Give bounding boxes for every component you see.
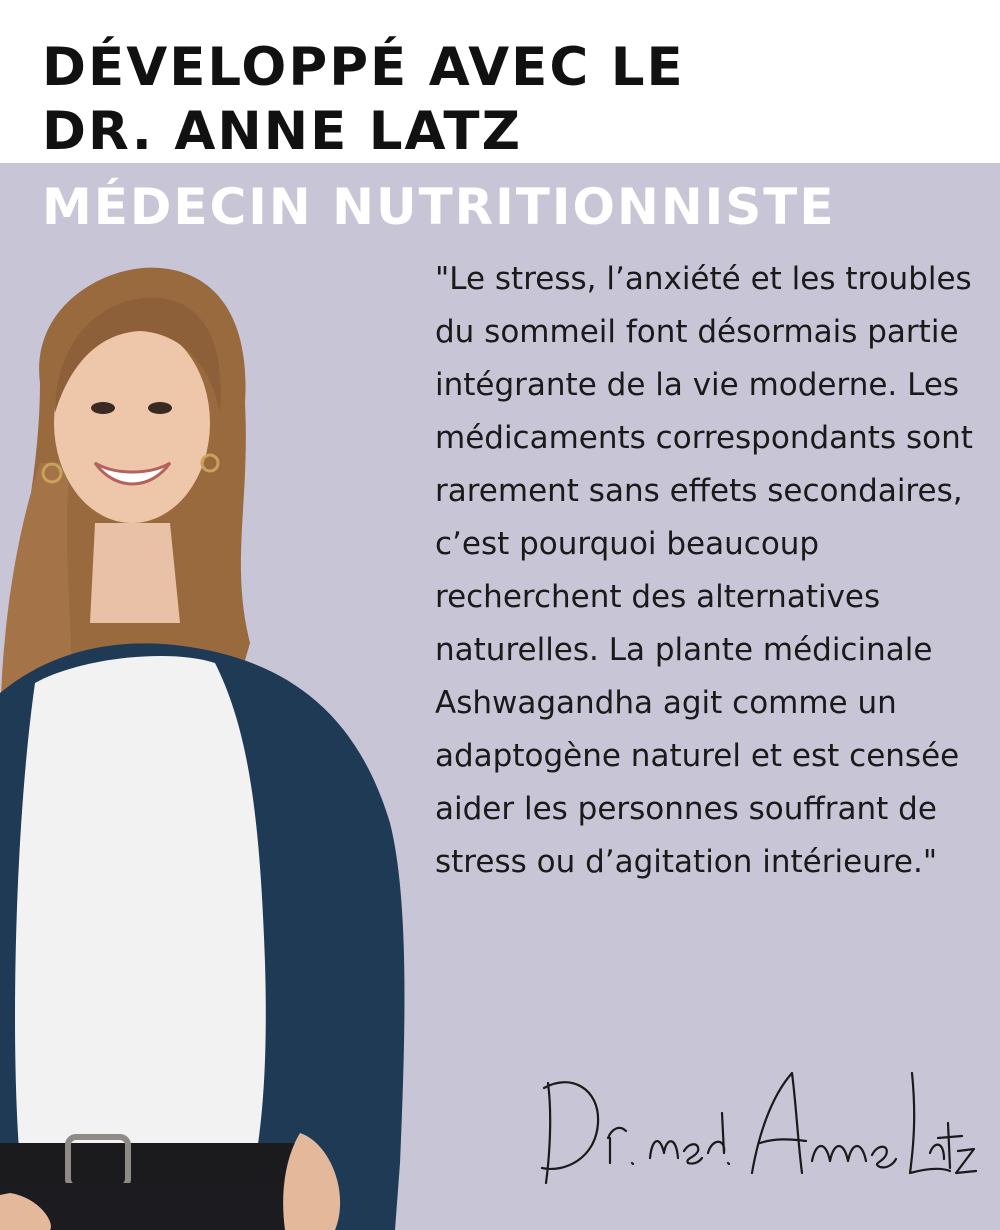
content-panel — [0, 163, 1000, 1230]
signature — [530, 1043, 980, 1193]
shirt — [15, 656, 266, 1163]
heading-line-2: DR. ANNE LATZ — [42, 101, 523, 162]
neck — [90, 523, 180, 623]
belt — [0, 1143, 300, 1183]
header — [0, 0, 1000, 163]
heading-line-1: DÉVELOPPÉ AVEC LE — [42, 37, 685, 98]
doctor-portrait — [0, 263, 420, 1230]
left-eye — [91, 402, 115, 414]
right-eye — [148, 402, 172, 414]
quote-text: "Le stress, l’anxiété et les troubles du sommeil font désormais partie intégrante de la vie moderne. Les médicaments correspondants sont rarement sans effets secondaires, c’est pourquoi beaucoup recherchent des alternatives naturelles. La plante médicinale Ashwagandha agit comme un adaptogène naturel et est censée aider les personnes souffrant de stress ou d’agitation intérieure." — [435, 261, 973, 880]
subtitle: MÉDECIN NUTRITIONNISTE — [42, 178, 836, 236]
